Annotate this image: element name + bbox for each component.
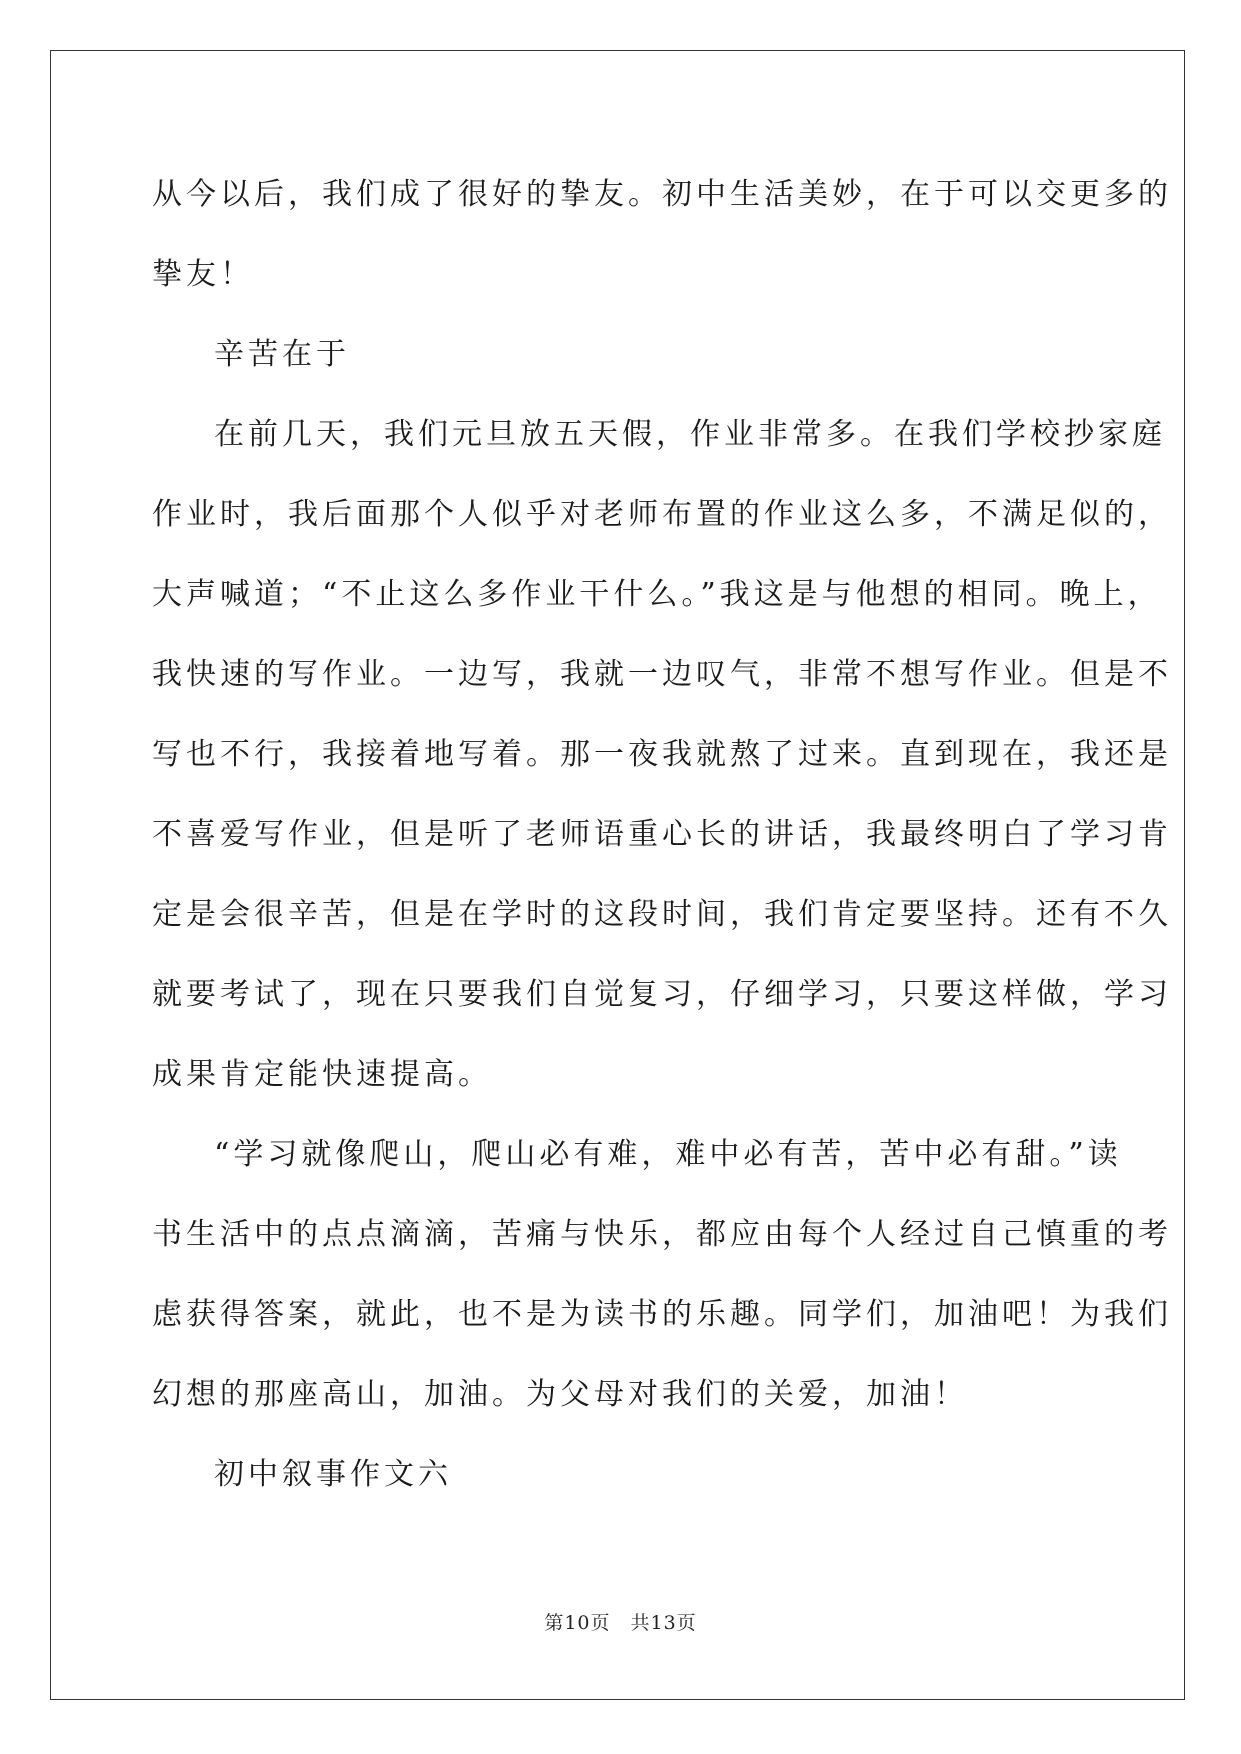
text-line: 从今以后，我们成了很好的挚友。初中生活美妙，在于可以交更多的 — [152, 177, 1172, 212]
document-body — [152, 155, 1172, 1515]
text-line: 成果肯定能快速提高。 — [152, 1057, 492, 1092]
text-line: “学习就像爬山，爬山必有难，难中必有苦，苦中必有甜。”读 — [214, 1137, 1122, 1172]
text-line: 幻想的那座高山，加油。为父母对我们的关爱，加油！ — [152, 1377, 968, 1412]
text-line: 不喜爱写作业，但是听了老师语重心长的讲话，我最终明白了学习肯 — [152, 817, 1172, 852]
text-line: 就要考试了，现在只要我们自觉复习，仔细学习，只要这样做，学习 — [152, 977, 1172, 1012]
section-heading: 初中叙事作文六 — [214, 1457, 452, 1492]
text-line: 挚友！ — [152, 257, 254, 292]
text-line: 虑获得答案，就此，也不是为读书的乐趣。同学们，加油吧！为我们 — [152, 1297, 1172, 1332]
section-heading: 辛苦在于 — [214, 337, 350, 372]
page-number: 第10页 共13页 — [544, 1612, 697, 1634]
text-line: 书生活中的点点滴滴，苦痛与快乐，都应由每个人经过自己慎重的考 — [152, 1217, 1172, 1252]
text-line: 写也不行，我接着地写着。那一夜我就熬了过来。直到现在，我还是 — [152, 737, 1172, 772]
text-line: 在前几天，我们元旦放五天假，作业非常多。在我们学校抄家庭 — [214, 417, 1166, 452]
text-line: 大声喊道；“不止这么多作业干什么。”我这是与他想的相同。晚上， — [152, 577, 1162, 612]
text-line: 作业时，我后面那个人似乎对老师布置的作业这么多，不满足似的， — [152, 497, 1172, 532]
text-line: 我快速的写作业。一边写，我就一边叹气，非常不想写作业。但是不 — [152, 657, 1172, 692]
text-line: 定是会很辛苦，但是在学时的这段时间，我们肯定要坚持。还有不久 — [152, 897, 1172, 932]
